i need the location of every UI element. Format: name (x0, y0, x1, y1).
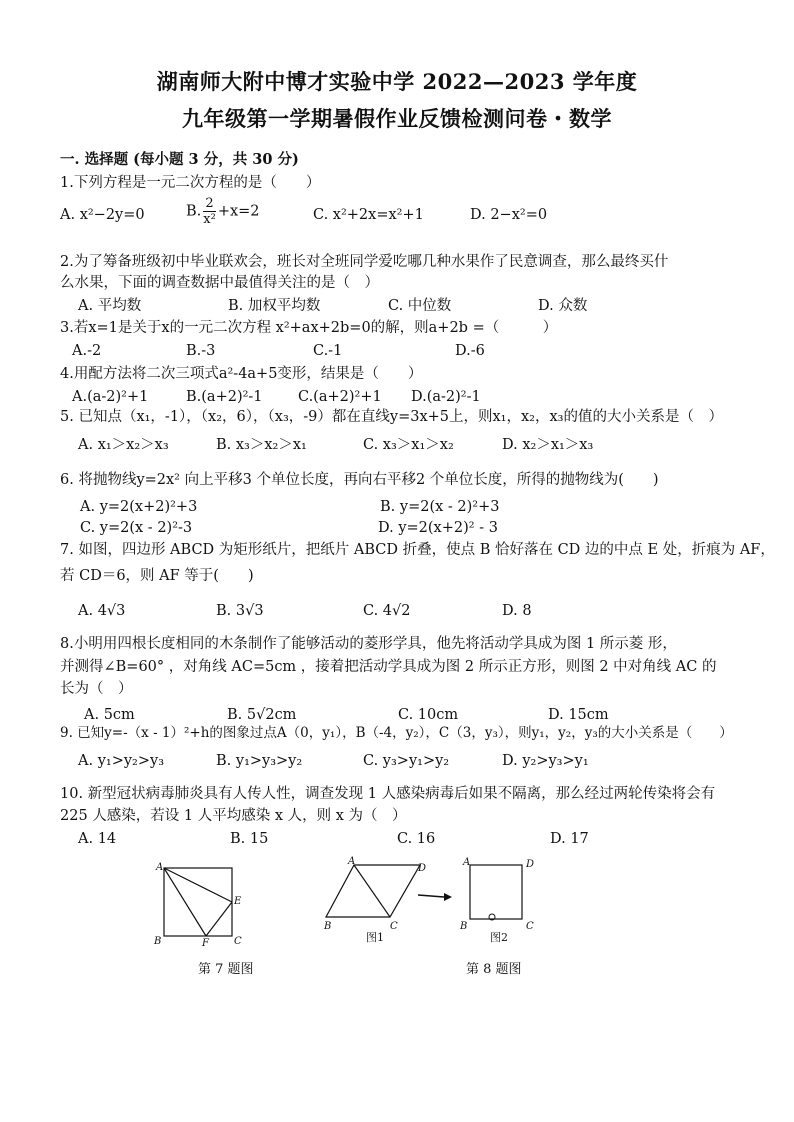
figure-7-label-a: A (156, 862, 164, 873)
q5-option-b: B. x₃＞x₂＞x₁ (216, 437, 307, 453)
q1-option-b (186, 196, 260, 227)
figure-8b-label-d: D (526, 859, 535, 870)
q3-stem: 3.若x=1是关于x的一元二次方程 x²+ax+2b=0的解，则a+2b =（ ） (60, 320, 558, 336)
q8-line2: 并测得∠B=60° ，对角线 AC=5cm ，接着把活动学具成为图 2 所示正方形，则图 2 中对角线 AC 的 (60, 659, 717, 675)
q2-option-c: C. 中位数 (388, 298, 452, 314)
q4-option-a: A.(a-2)²+1 (72, 389, 149, 405)
section-heading: 一. 选择题 (每小题 3 分，共 30 分) (60, 151, 299, 168)
q3-option-b: B.-3 (186, 343, 216, 359)
q3-option-c: C.-1 (313, 343, 343, 359)
figure-8-diagram (322, 855, 552, 955)
figure-8a-label-d: D (418, 863, 427, 874)
q2-line1: 2.为了筹备班级初中毕业联欢会，班长对全班同学爱吃哪几种水果作了民意调查，那么最终买什 (60, 254, 669, 270)
q9-option-a: A. y₁>y₂>y₃ (78, 753, 165, 769)
q1-option-b-prefix: B. (186, 203, 202, 220)
figure-8-arrow-shaft (418, 895, 444, 897)
q1-option-b-fraction (203, 196, 216, 227)
q1-option-c: C. x²+2x=x²+1 (313, 207, 424, 223)
q8-option-b: B. 5√2cm (227, 707, 297, 723)
q6-option-c: C. y=2(x - 2)²-3 (80, 520, 193, 536)
figure-7-label-b: B (154, 936, 162, 947)
q8-option-d: D. 15cm (548, 707, 609, 723)
q7-option-d: D. 8 (502, 603, 532, 619)
figure-8-square (470, 865, 522, 919)
q2-option-a: A. 平均数 (78, 298, 142, 314)
figure-8a-label-c: C (390, 921, 398, 932)
figure-8-caption: 第 8 题图 (466, 962, 522, 977)
q7-option-a: A. 4√3 (78, 603, 126, 619)
q10-option-a: A. 14 (78, 831, 117, 847)
q6-option-d: D. y=2(x+2)² - 3 (378, 520, 498, 536)
q9-option-d: D. y₂>y₃>y₁ (502, 753, 589, 769)
figure-7-label-e: E (234, 896, 242, 907)
figure-8b-label-a: A (463, 857, 471, 868)
q1-option-a: A. x²−2y=0 (60, 207, 145, 223)
figure-8-rhombus (326, 865, 420, 917)
q5-stem: 5. 已知点（x₁，-1），（x₂，6），（x₃，-9）都在直线y=3x+5上，则x₁，x₂，x₃的值的大小关系是（ ） (60, 409, 723, 425)
q7-option-c: C. 4√2 (363, 603, 411, 619)
figure-8a-label-b: B (324, 921, 332, 932)
q10-option-c: C. 16 (397, 831, 436, 847)
q9-option-c: C. y₃>y₁>y₂ (363, 753, 450, 769)
q7-line2: 若 CD＝6，则 AF 等于( ) (60, 568, 254, 584)
figure-7-label-f: F (202, 938, 209, 948)
figure-8a-label-a: A (348, 856, 356, 867)
q4-option-d: D.(a-2)²-1 (411, 389, 481, 405)
figure-8-label-fig1: 图1 (366, 931, 384, 944)
q2-line2: 么水果，下面的调查数据中最值得关注的是（ ） (60, 275, 379, 291)
q5-option-c: C. x₃＞x₁＞x₂ (363, 437, 454, 453)
q1-option-d: D. 2−x²=0 (470, 207, 548, 223)
q10-line1: 10. 新型冠状病毒肺炎具有人传人性，调查发现 1 人感染病毒后如果不隔离，那么经过两轮传染将会有 (60, 786, 716, 802)
figure-7-line-fe (206, 902, 232, 936)
q2-option-b: B. 加权平均数 (228, 298, 321, 314)
q1-option-b-denominator: x² (203, 212, 216, 227)
page-title-line1: 湖南师大附中博才实验中学 2022—2023 学年度 (156, 69, 638, 94)
figure-7-rectangle (164, 868, 232, 936)
page-title-line2: 九年级第一学期暑假作业反馈检测问卷・数学 (182, 106, 612, 131)
figure-7-caption: 第 7 题图 (198, 962, 254, 977)
q7-option-b: B. 3√3 (216, 603, 264, 619)
q8-line1: 8.小明用四根长度相同的木条制作了能够活动的菱形学具，他先将活动学具成为图 1 所示菱 形， (60, 636, 677, 652)
q5-option-a: A. x₁＞x₂＞x₃ (78, 437, 169, 453)
q10-option-d: D. 17 (550, 831, 589, 847)
q9-option-b: B. y₁>y₃>y₂ (216, 753, 303, 769)
q10-option-b: B. 15 (230, 831, 269, 847)
figure-7-diagram (150, 858, 250, 948)
q8-option-a: A. 5cm (84, 707, 135, 723)
figure-8-label-fig2: 图2 (490, 931, 508, 944)
q1-option-b-suffix: +x=2 (217, 203, 260, 220)
q4-stem: 4.用配方法将二次三项式a²-4a+5变形，结果是（ ） (60, 366, 423, 382)
q6-option-b: B. y=2(x - 2)²+3 (380, 499, 500, 515)
q6-option-a: A. y=2(x+2)²+3 (80, 499, 198, 515)
q7-line1: 7. 如图，四边形 ABCD 为矩形纸片，把纸片 ABCD 折叠，使点 B 恰好落在 CD 边的中点 E 处，折痕为 AF， (60, 542, 775, 558)
q3-option-d: D.-6 (455, 343, 485, 359)
q2-option-d: D. 众数 (538, 298, 588, 314)
q1-stem: 1.下列方程是一元二次方程的是（ ） (60, 175, 321, 191)
q8-option-c: C. 10cm (398, 707, 459, 723)
figure-8b-label-c: C (526, 921, 534, 932)
q8-line3: 长为（ ） (60, 681, 133, 697)
q10-line2: 225 人感染，若设 1 人平均感染 x 人，则 x 为（ ） (60, 808, 407, 824)
q6-stem: 6. 将抛物线y=2x² 向上平移3 个单位长度，再向右平移2 个单位长度，所得的抛物线为( ) (60, 472, 659, 488)
figure-8-arrow-head (444, 893, 452, 901)
q4-option-b: B.(a+2)²-1 (186, 389, 263, 405)
q4-option-c: C.(a+2)²+1 (298, 389, 382, 405)
q1-option-b-numerator: 2 (203, 196, 216, 212)
figure-8b-label-b: B (460, 921, 468, 932)
figure-7-label-c: C (234, 936, 242, 947)
q3-option-a: A.-2 (72, 343, 102, 359)
q9-stem: 9. 已知y=-（x - 1）²+h的图象过点A（0，y₁），B（-4，y₂），C（3，y₃），则y₁，y₂，y₃的大小关系是（ ） (60, 725, 733, 741)
q5-option-d: D. x₂＞x₁＞x₃ (502, 437, 594, 453)
figure-8-rhombus-diagonal-ac (354, 865, 390, 917)
